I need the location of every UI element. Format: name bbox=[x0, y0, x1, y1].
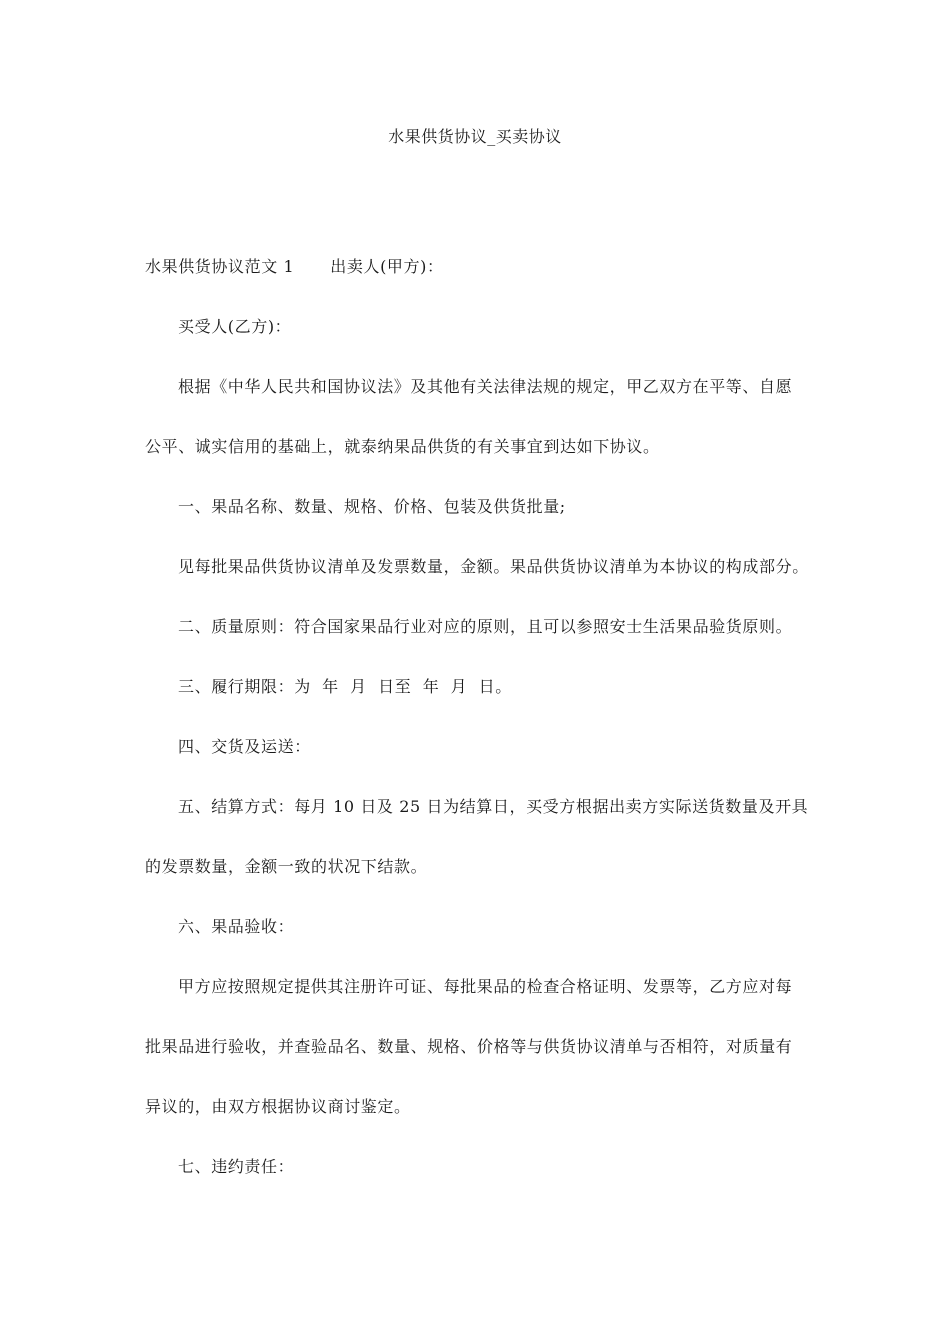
document-title: 水果供货协议_买卖协议 bbox=[388, 127, 562, 146]
header-line-right: 出卖人(甲方)： bbox=[330, 257, 444, 276]
paragraph-line: 公平、诚实信用的基础上，就泰纳果品供货的有关事宜到达如下协议。 bbox=[145, 437, 660, 456]
paragraph-line: 二、质量原则：符合国家果品行业对应的原则，且可以参照安士生活果品验货原则。 bbox=[178, 617, 793, 636]
header-line bbox=[145, 254, 815, 280]
paragraph-line: 四、交货及运送： bbox=[178, 737, 311, 756]
paragraph-line: 的发票数量，金额一致的状况下结款。 bbox=[145, 857, 428, 876]
paragraph-line: 见每批果品供货协议清单及发票数量，金额。果品供货协议清单为本协议的构成部分。 bbox=[178, 557, 809, 576]
paragraph-line: 异议的，由双方根据协议商讨鉴定。 bbox=[145, 1097, 411, 1116]
paragraph-line: 批果品进行验收，并查验品名、数量、规格、价格等与供货协议清单与否相符，对质量有 bbox=[145, 1037, 793, 1056]
paragraph-line: 三、履行期限：为 年 月 日至 年 月 日。 bbox=[178, 677, 512, 696]
paragraph-line: 七、违约责任： bbox=[178, 1157, 295, 1176]
paragraph-line: 甲方应按照规定提供其注册许可证、每批果品的检查合格证明、发票等，乙方应对每 bbox=[178, 977, 793, 996]
header-line-left: 水果供货协议范文 1 bbox=[145, 257, 295, 276]
paragraph-line: 五、结算方式：每月 10 日及 25 日为结算日，买受方根据出卖方实际送货数量及开具 bbox=[178, 797, 809, 816]
paragraph-line: 六、果品验收： bbox=[178, 917, 295, 936]
paragraph-line: 买受人(乙方)： bbox=[178, 317, 292, 336]
paragraph-line: 一、果品名称、数量、规格、价格、包装及供货批量; bbox=[178, 497, 566, 516]
paragraph-line: 根据《中华人民共和国协议法》及其他有关法律法规的规定，甲乙双方在平等、自愿 bbox=[178, 377, 793, 396]
